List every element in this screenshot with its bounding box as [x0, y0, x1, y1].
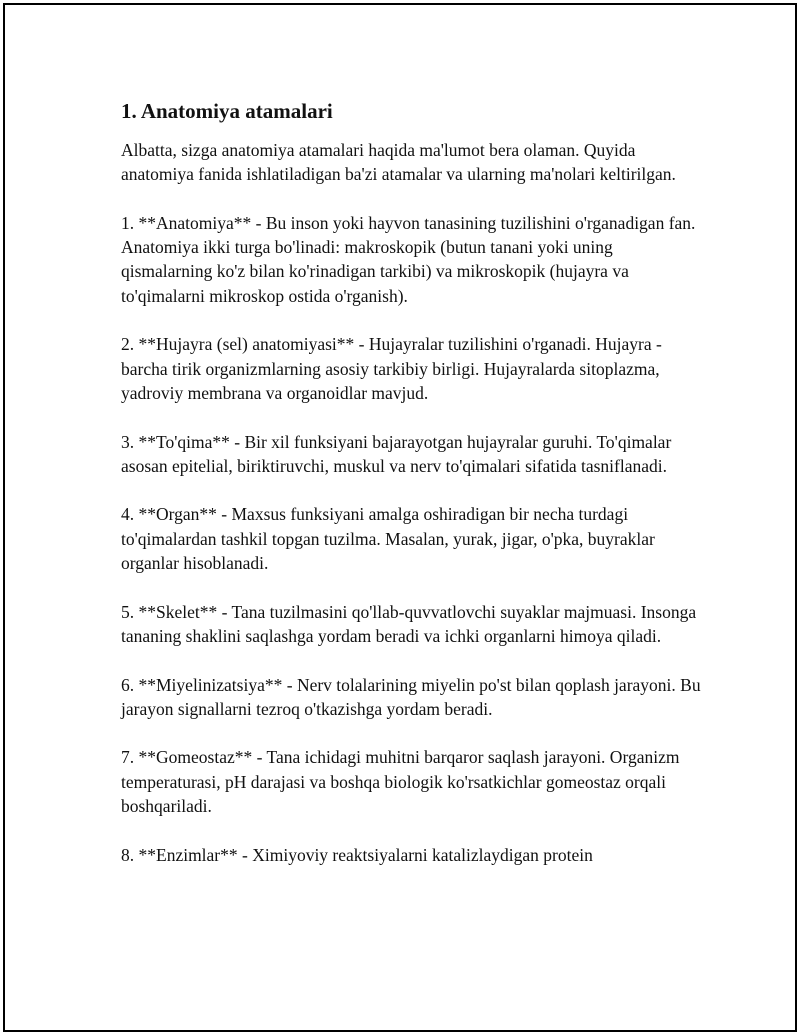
term-miyelinizatsiya: 6. **Miyelinizatsiya** - Nerv tolalarining miyelin po'st bilan qoplash jarayoni. Bu jarayon signallarni tezroq o'tkazishga yordam beradi.	[121, 674, 701, 719]
page-frame	[3, 3, 797, 1032]
term-toqima: 3. **To'qima** - Bir xil funksiyani bajarayotgan hujayralar guruhi. To'qimalar asosan epitelial, biriktiruvchi, muskul va nerv to'qimalari sifatida tasniflanadi.	[121, 431, 672, 476]
term-hujayra: 2. **Hujayra (sel) anatomiyasi** - Hujayralar tuzilishini o'rganadi. Hujayra - barcha tirik organizmlarning asosiy tarkibiy birligi. Hujayralarda sitoplazma, yadroviy membrana va organoidlar mavjud.	[121, 334, 662, 403]
term-gomeostaz: 7. **Gomeostaz** - Tana ichidagi muhitni barqaror saqlash jarayoni. Organizm temperaturasi, pH darajasi va boshqa biologik ko'rsatkichlar gomeostaz orqali boshqariladi.	[121, 747, 680, 817]
term-skelet: 5. **Skelet** - Tana tuzilmasini qo'llab-quvvatlovchi suyaklar majmuasi. Insonga tananing shaklini saqlashga yordam beradi va ichki organlarni himoya qiladi.	[121, 601, 697, 646]
intro-paragraph: Albatta, sizga anatomiya atamalari haqida ma'lumot bera olaman. Quyida anatomiya fanida ishlatiladigan ba'zi atamalar va ularning ma'nolari keltirilgan.	[121, 140, 676, 185]
term-enzimlar: 8. **Enzimlar** - Ximiyoviy reaktsiyalarni katalizlaydigan protein	[121, 844, 593, 865]
term-organ: 4. **Organ** - Maxsus funksiyani amalga oshiradigan bir necha turdagi to'qimalardan tashkil topgan tuzilma. Masalan, yurak, jigar, o'pka, buyraklar organlar hisoblanadi.	[121, 504, 655, 574]
term-anatomiya: 1. **Anatomiya** - Bu inson yoki hayvon tanasining tuzilishini o'rganadigan fan. Anatomiya ikki turga bo'linadi: makroskopik (butun tanani yoki uning qismalarning ko'z bilan ko'rinadigan tarkibi) va mikroskopik (hujayra va to'qimalarni mikroskop ostida o'rganish).	[121, 212, 696, 306]
section-heading: 1. Anatomiya atamalari	[121, 99, 333, 123]
document-body	[121, 98, 701, 891]
